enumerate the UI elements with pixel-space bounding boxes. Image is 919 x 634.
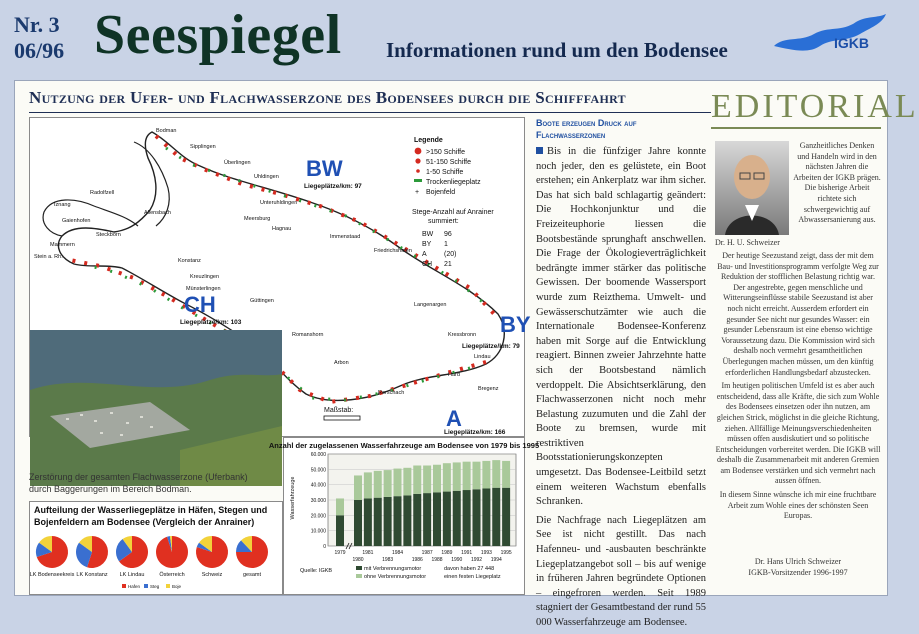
legend-title: Legende xyxy=(414,137,443,144)
legend-dry-berth xyxy=(414,179,422,182)
place-label: Hard xyxy=(448,372,460,378)
place-label: Hagnau xyxy=(272,226,292,232)
stege-value: (20) xyxy=(444,251,457,258)
pie-legend-swatch xyxy=(166,584,170,588)
legend-label: Bojenfeld xyxy=(426,189,456,196)
place-label: Allensbach xyxy=(144,210,171,216)
x-tick-label: 1979 xyxy=(334,550,346,556)
place-label: Sipplingen xyxy=(190,144,216,150)
bar-nomotor xyxy=(394,469,402,497)
place-label: Bregenz xyxy=(478,386,499,392)
region-berths-bw: Liegeplätze/km: 97 xyxy=(304,183,362,190)
bar-nomotor xyxy=(502,461,510,488)
region-code-bw: BW xyxy=(306,156,343,181)
chart-note: einen festen Liegeplatz xyxy=(444,574,501,580)
bar-motor xyxy=(354,500,362,546)
pie-label: Österreich xyxy=(159,572,185,578)
legend-label-nomotor: ohne Verbrennungsmotor xyxy=(364,574,427,580)
bar-motor xyxy=(403,495,411,546)
bar-nomotor xyxy=(384,470,392,497)
bar-nomotor xyxy=(336,498,344,515)
x-tick-label: 1989 xyxy=(441,550,453,556)
bar-motor xyxy=(374,498,382,546)
content-sheet xyxy=(14,80,919,628)
pie-legend-label: Boje xyxy=(172,584,182,589)
place-label: Überlingen xyxy=(224,160,251,166)
place-label: Steckborn xyxy=(96,232,121,238)
place-label: Langenargen xyxy=(414,302,447,308)
lake-map xyxy=(29,117,531,437)
bar-motor xyxy=(433,492,441,546)
place-label: Unteruhldingen xyxy=(260,200,298,206)
legend-swatch-nomotor xyxy=(356,574,362,578)
bar-nomotor xyxy=(374,471,382,498)
masthead-subtitle: Informationen rund um den Bodensee xyxy=(386,38,728,62)
place-label: Romanshorn xyxy=(292,332,324,338)
bar-nomotor xyxy=(482,461,490,489)
editorial-title: EDITORIAL xyxy=(711,87,881,129)
editorial-paragraph: Im heutigen politischen Umfeld ist es aber auch entscheidend, dass alle Kräfte, die sich zum Wohle des Bodensees einsetzen oder ihn nutzen, am gleichen Strick, möglichst in die gleiche Richtung, ziehen. Allfällige Meinungsverschiedenheiten müssen offen ausdiskutiert und so politische Entscheidungen vorbereitet werden. Die IGKB will deshalb die Zusammenarbeit mit anderen Gremien am Bodensee verstärken und sich vermehrt nach aussen öffnen. xyxy=(715,381,881,486)
region-berths-a: Liegeplätze/km: 166 xyxy=(444,429,506,436)
section-rule xyxy=(29,112,711,113)
editorial-paragraph: In diesem Sinne wünsche ich mir eine fruchtbare Arbeit zum Wohle eines der schönsten Seen Europas. xyxy=(719,490,877,521)
stege-label: A xyxy=(422,251,427,258)
y-tick-label: 50.000 xyxy=(310,467,326,474)
portrait-caption: Dr. H. U. Schweizer xyxy=(715,238,780,247)
stege-value: 96 xyxy=(444,231,452,238)
place-label: Gaienhofen xyxy=(62,218,91,224)
legend-dot-medium xyxy=(415,158,420,163)
region-code-ch: CH xyxy=(184,292,216,317)
bar-motor xyxy=(463,490,471,546)
pie-legend-swatch xyxy=(144,584,148,588)
scale-label: Maßstab: xyxy=(324,407,354,414)
stege-title: Stege-Anzahl auf Anrainer xyxy=(412,209,494,216)
place-label: Uhldingen xyxy=(254,174,279,180)
bar-nomotor xyxy=(463,462,471,490)
stege-label: CH xyxy=(422,261,433,268)
place-label: Münsterlingen xyxy=(186,286,221,292)
bar-motor xyxy=(482,489,490,547)
portrait-photo xyxy=(715,141,789,235)
legend-swatch-motor xyxy=(356,566,362,570)
article-kicker: Boote erzeugen Druck auf Flachwasserzonen xyxy=(536,118,637,140)
y-tick-label: 10.000 xyxy=(310,528,326,535)
y-tick-label: 60.000 xyxy=(310,452,326,458)
stege-value: 1 xyxy=(444,241,448,248)
legend-label: 1-50 Schiffe xyxy=(426,169,464,176)
editorial-body xyxy=(715,251,881,555)
place-label: Lindau xyxy=(474,354,491,360)
bar-nomotor xyxy=(423,466,431,494)
signature-role: IGKB-Vorsitzender 1996-1997 xyxy=(748,567,848,577)
stege-value: 21 xyxy=(444,261,452,268)
legend-label: >150 Schiffe xyxy=(426,149,465,156)
x-tick-label: 1993 xyxy=(480,550,492,556)
bar-motor xyxy=(502,488,510,546)
lake-shape-icon xyxy=(774,14,886,51)
pie-legend-swatch xyxy=(122,584,126,588)
bar-motor xyxy=(394,496,402,546)
bar-motor xyxy=(364,498,372,546)
issue-block xyxy=(14,12,64,64)
y-tick-label: 0 xyxy=(323,544,326,550)
pie-box-title: Aufteilung der Wasserliegeplätze in Häfen, Stegen und Bojenfeldern am Bodensee (Vergleich der Anrainer) xyxy=(34,505,268,527)
x-tick-label: 1981 xyxy=(362,550,374,556)
y-tick-label: 20.000 xyxy=(310,513,326,520)
editorial-intro: Ganzheitliches Denken und Handeln wird in den nächsten Jahren die Arbeiten der IGKB prägen. Die bisherige Arbeit richtete sich schwergewichtig auf Abwassersanierung aus. xyxy=(793,141,881,225)
chart-ylabel: Wasserfahrzeuge xyxy=(290,476,296,520)
pie-legend-label: Steg xyxy=(150,584,160,589)
article-paragraph: Die Nachfrage nach Liegeplätzen am See ist nicht gestillt. Das nach Hafenneu- und -ausbauten beschränkte Liegeplatzangebot soll – bis auf wenige in früheren Jahren begründete Optionen – eingefroren werden. Seit 1989 stagniert der Gesamtbestand der rund 55 000 Wasserfahrzeuge am Bodensee. xyxy=(536,514,706,628)
logo-text: IGKB xyxy=(834,35,869,51)
place-label: Radolfzell xyxy=(90,190,115,196)
igkb-logo xyxy=(770,8,890,66)
region-berths-ch: Liegeplätze/km: 103 xyxy=(180,319,242,326)
region-berths-by: Liegeplätze/km: 79 xyxy=(462,343,520,350)
bar-nomotor xyxy=(433,465,441,493)
bar-motor xyxy=(453,491,461,546)
bar-nomotor xyxy=(403,468,411,496)
bar-motor xyxy=(336,515,344,546)
bar-chart xyxy=(268,438,540,594)
x-tick-label: 1995 xyxy=(500,550,512,556)
x-tick-label: 1987 xyxy=(421,550,433,556)
issue-date: 06/96 xyxy=(14,38,65,63)
x-tick-label: 1994 xyxy=(490,557,502,563)
pie-label: Schweiz xyxy=(201,572,223,578)
section-title: Nutzung der Ufer- und Flachwasserzone des Bodensees durch die Schifffahrt xyxy=(29,88,626,107)
y-tick-label: 30.000 xyxy=(310,498,326,504)
pie-label: LK Bodenseekreis xyxy=(29,572,75,578)
x-tick-label: 1983 xyxy=(382,557,394,563)
pie-legend-label: Hafen xyxy=(128,584,141,589)
bar-motor xyxy=(473,489,481,546)
place-label: Arbon xyxy=(334,360,349,366)
x-tick-label: 1988 xyxy=(431,557,443,563)
x-tick-label: 1986 xyxy=(411,557,423,563)
bar-nomotor xyxy=(364,472,372,498)
place-label: Güttingen xyxy=(250,298,274,304)
pie-row xyxy=(30,530,280,592)
x-tick-label: 1980 xyxy=(352,557,364,563)
article-paragraph xyxy=(536,145,706,510)
place-label: Meersburg xyxy=(244,216,271,222)
place-label: Konstanz xyxy=(178,258,201,264)
article-body xyxy=(536,145,706,628)
place-label: Bodman xyxy=(156,128,177,134)
bar-nomotor xyxy=(354,475,362,500)
pie-label: LK Lindau xyxy=(119,572,145,578)
pie-chart-box xyxy=(29,501,283,595)
bar-motor xyxy=(492,488,500,546)
bar-chart-box xyxy=(268,437,540,595)
bar-nomotor xyxy=(413,466,421,494)
place-label: Immenstaad xyxy=(330,234,361,240)
place-label: Kressbronn xyxy=(448,332,477,338)
chart-note: davon haben 27 448 xyxy=(444,566,495,572)
legend-label-motor: mit Verbrennungsmotor xyxy=(364,566,422,572)
article-text: Bis in die fünfziger Jahre konnte noch jeder, den es gelüstete, ein Boot erstehen; ein Ankerplatz war ihm sicher. Das hat sich bald schlagartig geändert: Die Hochkonjunktur und die Freizeiteuphorie liessen die Bootsbestände sprunghaft anschwellen. Die Frage der Ökologieverträglichkeit bedrängte immer stärker das politische Gewissen. Der boomende Wassersport wurde zum Reizthema. Umwelt- und Gewässerschutzämter wie auch die Internationale Bodensee-Konferenz haben mit Sorge auf die Entwicklung reagiert. Binnen zweier Jahrzehnte hatte sich der Bootsbestand nämlich verdoppelt. Die Absichtserklärung, den Flachwasserzonen nicht noch mehr Belastung zuzumuten und die Zahl der Boote zu bremsen, wurde mit restriktiven Bootsstationierungskonzepten umgesetzt. Das Bodensee-Leitbild setzt einem weiteren Wachstum ebenfalls Schranken. xyxy=(536,146,706,508)
signature-name: Dr. Hans Ulrich Schweizer xyxy=(754,557,842,566)
aerial-photo xyxy=(30,330,282,486)
bar-motor xyxy=(384,497,392,546)
bar-motor xyxy=(413,494,421,546)
chart-source: Quelle: IGKB xyxy=(300,568,333,574)
x-tick-label: 1992 xyxy=(470,557,483,563)
x-tick-label: 1991 xyxy=(461,550,473,556)
editorial-paragraph: Der heutige Seezustand zeigt, dass der mit dem Bau- und Investitionsprogramm verfolgte Weg zur Reduktion der stofflichen Belastung richtig war. Der angestrebte, gegen menschliche und Witterungseinflüsse stabile Seezustand ist aber noch nicht erreicht. Ausserdem erfordert ein gesunder See nicht nur gesundes Wasser: ein gesunder Lebensraum ist eine ebenso wichtige Voraussetzung dazu. Die Kommission wird sich deshalb noch vermehrt gesamtheitlichen Überlegungen machen müssen, um den künftig erforderlichen Handlungsbedarf abzustecken. xyxy=(717,251,879,377)
region-code-by: BY xyxy=(500,312,531,337)
y-tick-label: 40.000 xyxy=(310,482,326,489)
legend-buoy-icon: + xyxy=(415,189,420,196)
place-label: Mammern xyxy=(50,242,75,248)
portrait-drawing xyxy=(715,141,789,235)
stege-subtitle: summiert: xyxy=(428,218,459,225)
place-label: Rorschach xyxy=(378,390,405,396)
place-label: Kreuzlingen xyxy=(190,274,220,280)
legend-dot-small xyxy=(416,169,420,173)
bar-nomotor xyxy=(453,462,461,490)
bar-nomotor xyxy=(492,460,500,488)
masthead-title: Seespiegel xyxy=(94,4,342,66)
place-label: Stein a. Rh. xyxy=(34,254,63,260)
editorial-signature xyxy=(715,557,881,578)
legend-dot-large xyxy=(415,148,422,155)
place-label: Iznang xyxy=(54,202,71,208)
pie-label: LK Konstanz xyxy=(76,572,108,578)
bullet-square-icon xyxy=(536,147,543,154)
chart-title: Anzahl der zugelassenen Wasserfahrzeuge am Bodensee von 1979 bis 1995 xyxy=(268,441,540,450)
legend-label: Trockenliegeplatz xyxy=(426,179,481,186)
stege-label: BW xyxy=(422,231,434,238)
bar-nomotor xyxy=(473,462,481,490)
stege-label: BY xyxy=(422,241,432,248)
x-tick-label: 1984 xyxy=(391,550,404,556)
issue-number: Nr. 3 xyxy=(14,12,60,37)
photo-caption: Zerstörung der gesamten Flachwasserzone (Uferbank) durch Baggerungen im Bereich Bodman. xyxy=(29,472,248,494)
bar-nomotor xyxy=(443,463,451,491)
scale-bar xyxy=(324,416,360,420)
bar-motor xyxy=(443,492,451,546)
place-label: Friedrichshafen xyxy=(374,248,412,254)
legend-label: 51-150 Schiffe xyxy=(426,159,472,166)
pie-label: gesamt xyxy=(242,572,262,578)
bar-motor xyxy=(423,493,431,546)
region-code-a: A xyxy=(446,406,462,431)
x-tick-label: 1990 xyxy=(451,557,463,563)
